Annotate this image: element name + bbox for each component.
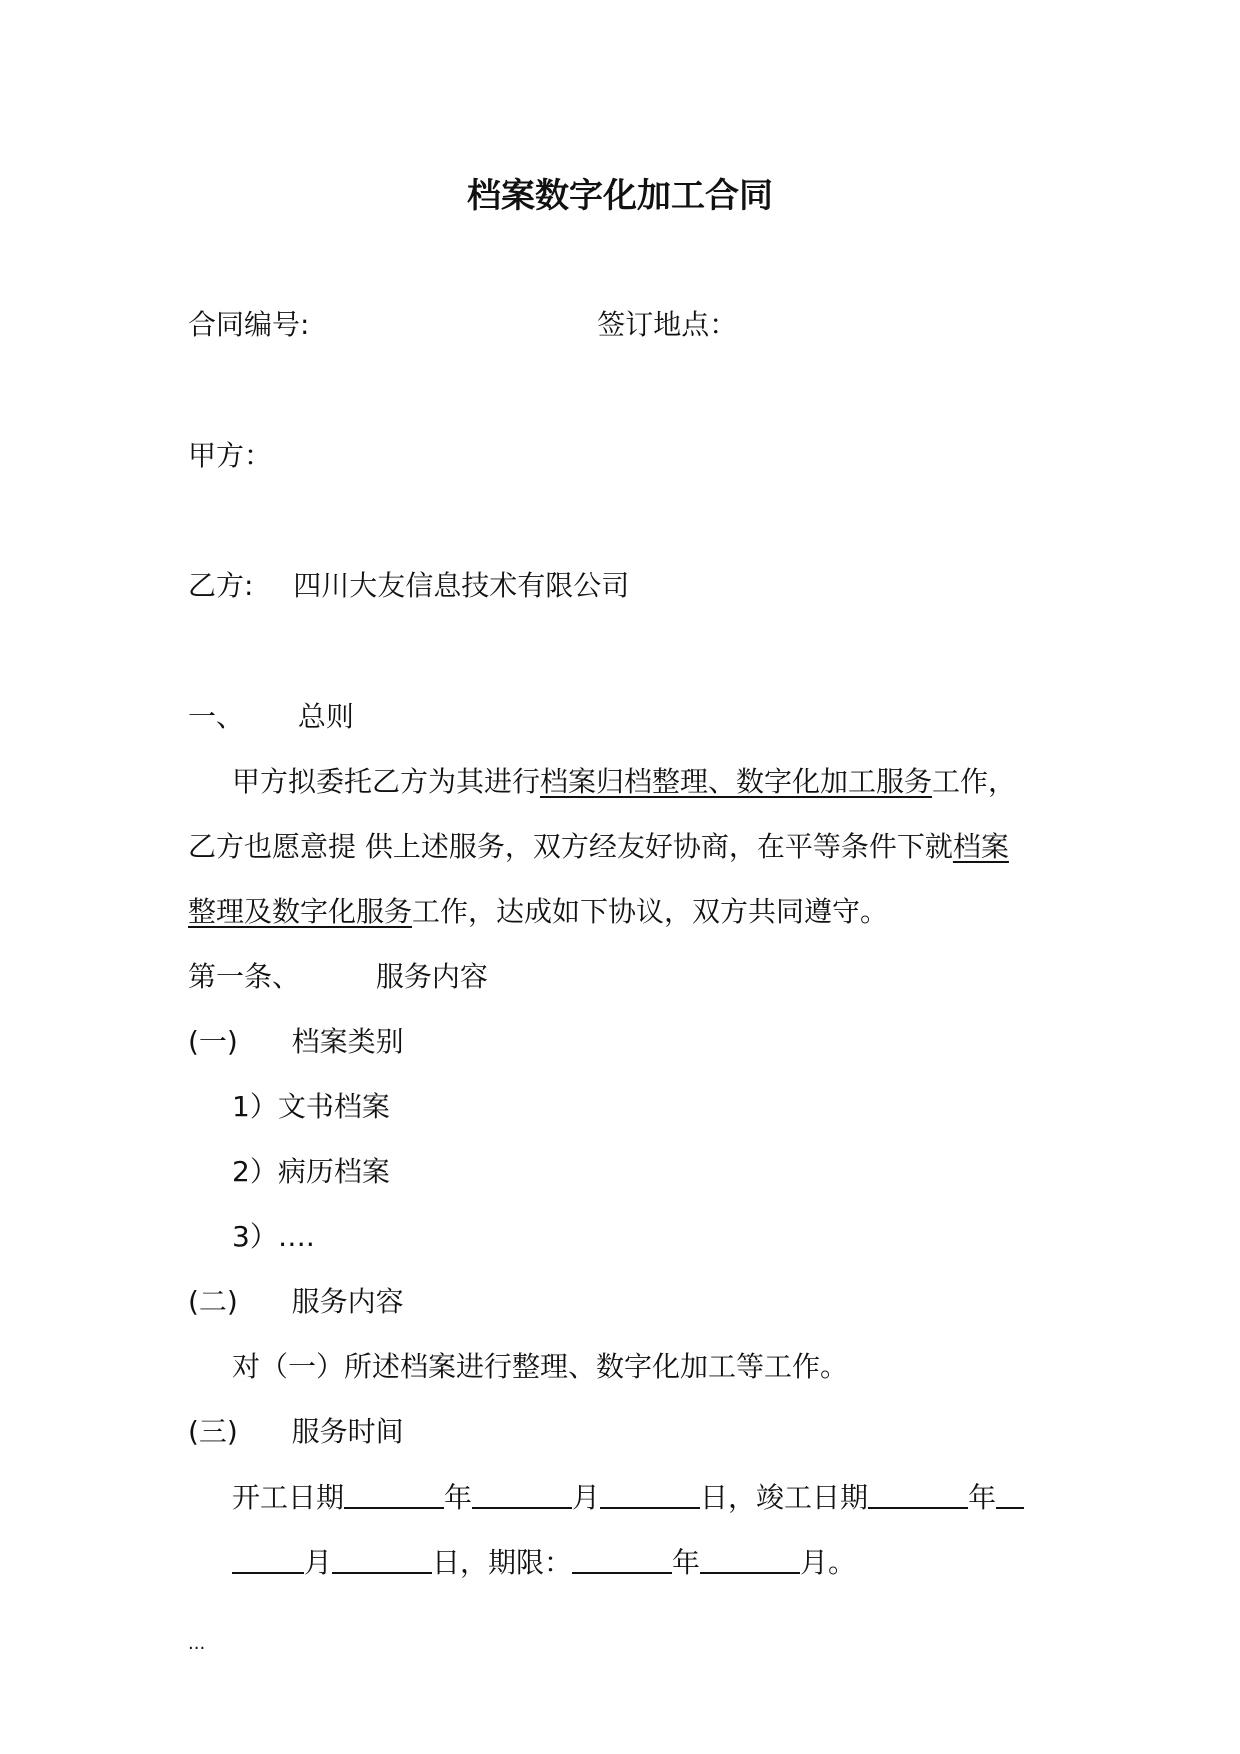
paragraph-text: 甲方拟委托乙方为其进行 <box>232 765 541 798</box>
subsection-title: 档案类别 <box>291 1025 404 1058</box>
end-month-blank-cont <box>232 1542 304 1574</box>
subsection-heading-1 <box>188 1022 404 1062</box>
continuation-ellipsis: ... <box>188 1633 206 1654</box>
end-month-blank <box>996 1477 1024 1509</box>
start-year-blank <box>344 1477 444 1509</box>
limit-year-blank <box>572 1542 672 1574</box>
contract-number-label: 合同编号: <box>188 308 310 341</box>
section-number: 一、 <box>188 700 245 733</box>
subsection-heading-2 <box>188 1282 404 1322</box>
party-a-label: 甲方： <box>188 439 273 472</box>
section-title: 总则 <box>297 700 354 733</box>
subsection-number: (一) <box>188 1025 238 1058</box>
paragraph-text: 乙方也愿意提 供上述服务，双方经友好协商，在平等条件下就 <box>188 830 953 863</box>
subsection-number: (二) <box>188 1285 238 1318</box>
underlined-text: 档案 <box>952 830 1009 863</box>
paragraph-line-1 <box>232 762 1016 802</box>
list-item: 1）文书档案 <box>232 1090 390 1123</box>
list-item: 3）…. <box>232 1220 315 1253</box>
date-unit: 年 <box>968 1481 997 1514</box>
party-b-label: 乙方: <box>188 569 254 602</box>
paragraph-text: 工作，达成如下协议，双方共同遵守。 <box>412 895 889 928</box>
article-number: 第一条、 <box>188 960 301 993</box>
paragraph-line-2 <box>188 827 1009 867</box>
party-b-row <box>188 566 629 606</box>
service-dates-line-2 <box>232 1542 856 1583</box>
limit-month-blank <box>700 1542 800 1574</box>
end-year-blank <box>868 1477 968 1509</box>
underlined-text: 档案归档整理、数字化加工服务 <box>540 765 933 798</box>
date-label: 开工日期 <box>232 1481 345 1514</box>
subsection-heading-3 <box>188 1412 404 1452</box>
date-unit: 月 <box>304 1546 333 1579</box>
section-heading <box>188 697 354 737</box>
date-label: 日，期限： <box>432 1546 573 1579</box>
subsection-title: 服务时间 <box>291 1415 404 1448</box>
page-title: 档案数字化加工合同 <box>467 176 773 216</box>
date-unit: 月。 <box>800 1546 857 1579</box>
subsection-number: (三) <box>188 1415 238 1448</box>
header-row <box>188 305 737 345</box>
paragraph-text: 工作， <box>932 765 1017 798</box>
start-month-blank <box>472 1477 572 1509</box>
date-unit: 年 <box>444 1481 473 1514</box>
list-item: 2）病历档案 <box>232 1155 390 1188</box>
date-label: 日，竣工日期 <box>700 1481 869 1514</box>
end-day-blank <box>332 1542 432 1574</box>
date-unit: 年 <box>672 1546 701 1579</box>
party-a-row <box>188 436 272 476</box>
subsection-title: 服务内容 <box>291 1285 404 1318</box>
date-unit: 月 <box>572 1481 601 1514</box>
start-day-blank <box>600 1477 700 1509</box>
paragraph-line-3 <box>188 892 888 932</box>
sign-place-label: 签订地点： <box>597 308 738 341</box>
service-dates-line-1 <box>232 1477 1024 1518</box>
service-content-text: 对（一）所述档案进行整理、数字化加工等工作。 <box>232 1350 849 1383</box>
party-b-name: 四川大友信息技术有限公司 <box>293 569 630 602</box>
article-title: 服务内容 <box>375 960 488 993</box>
article-heading <box>188 957 488 997</box>
underlined-text: 整理及数字化服务 <box>188 895 413 928</box>
